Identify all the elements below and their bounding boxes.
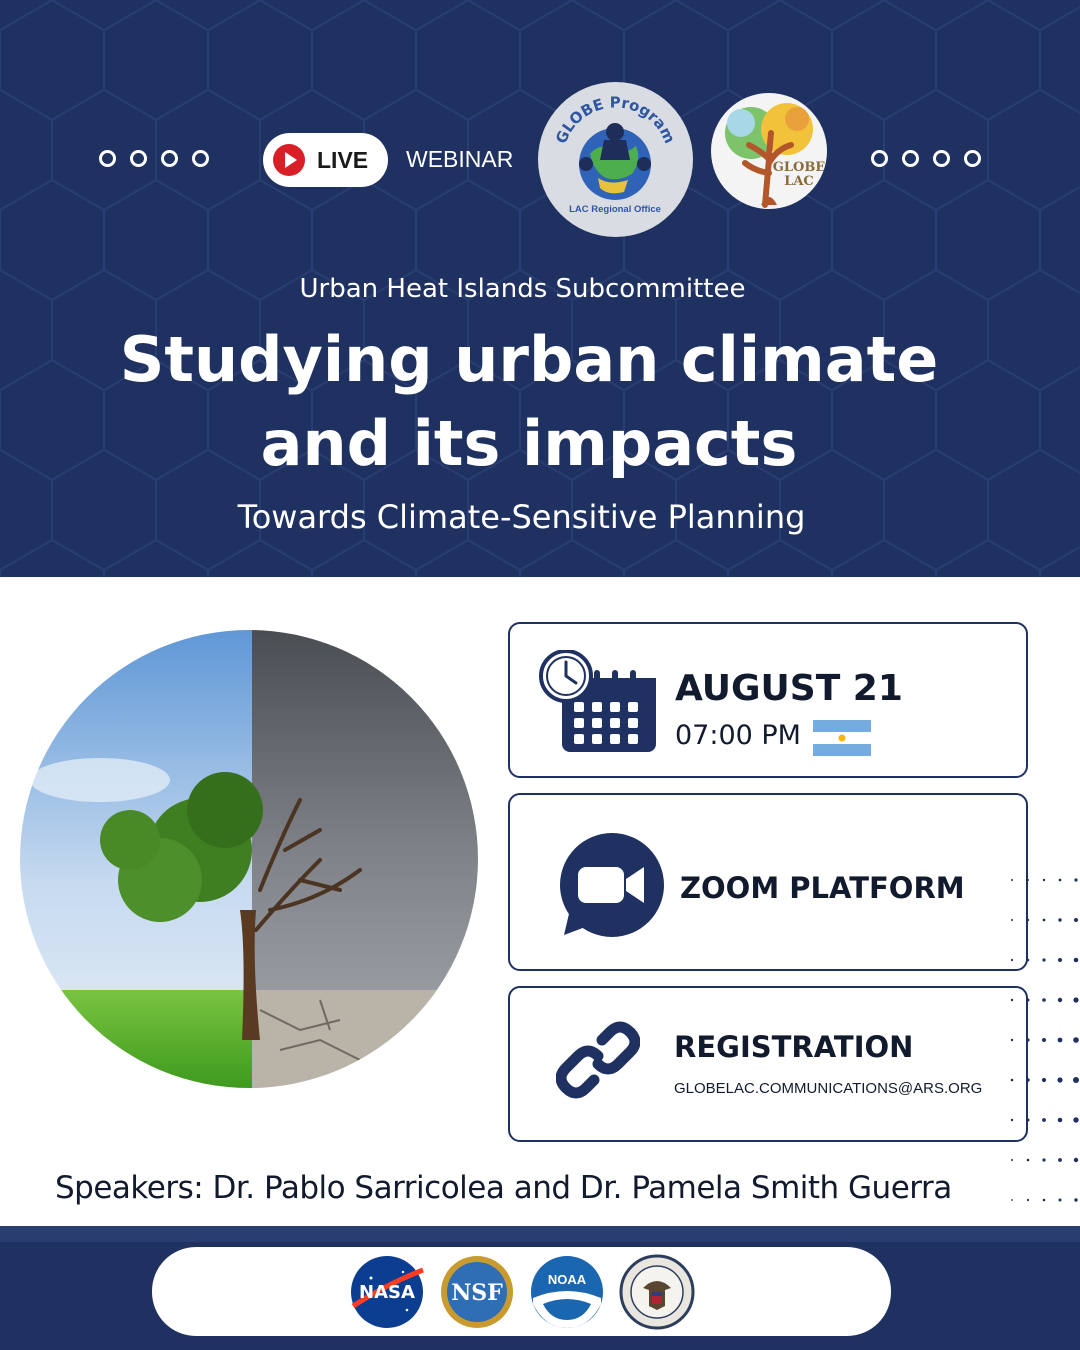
dot [130, 150, 147, 167]
globe-lac-logo [711, 93, 827, 209]
play-icon [273, 144, 305, 176]
dot [902, 150, 919, 167]
state-department-seal-icon [619, 1254, 695, 1330]
date-card [508, 622, 1028, 778]
dot [964, 150, 981, 167]
footer-bar [0, 1226, 1080, 1350]
globe-logo-bottom-text: LAC Regional Office [569, 204, 661, 215]
event-date: AUGUST 21 [675, 668, 903, 709]
event-title-line-1: Studying urban climate [119, 323, 939, 396]
tree-logo-art [711, 93, 827, 209]
tree-logo-text-2: LAC [784, 174, 814, 189]
header-banner [0, 0, 1080, 577]
noaa-logo-text: NOAA [547, 1271, 586, 1287]
calendar-clock-icon [538, 650, 660, 754]
decorative-dots-right [871, 150, 981, 167]
nasa-logo-icon [349, 1254, 425, 1330]
climate-contrast-photo [20, 630, 478, 1088]
nasa-logo-text: NASA [358, 1281, 415, 1303]
globe-logo-top-text: GLOBE Program [552, 93, 679, 147]
sponsor-logos [152, 1247, 891, 1336]
footer-strip [0, 1226, 1080, 1242]
nsf-logo-text: NSF [450, 1279, 503, 1306]
registration-label: REGISTRATION [674, 1030, 914, 1064]
globe-program-logo [538, 82, 693, 237]
registration-email[interactable]: GLOBELAC.COMMUNICATIONS@ARS.ORG [674, 1080, 983, 1097]
nsf-logo-icon [439, 1254, 515, 1330]
event-title-line-2: and its impacts [260, 407, 798, 480]
event-subtitle: Towards Climate-Sensitive Planning [237, 498, 806, 536]
dot [161, 150, 178, 167]
live-badge [263, 133, 388, 187]
event-time: 07:00 PM [675, 720, 801, 751]
live-label: LIVE [317, 146, 369, 173]
registration-card [508, 986, 1028, 1142]
webinar-label: WEBINAR [406, 146, 514, 172]
globe-logo-art [538, 82, 693, 237]
video-chat-icon [556, 831, 666, 939]
dot [933, 150, 950, 167]
noaa-logo-icon [529, 1254, 605, 1330]
tree-half-dead-illustration [20, 630, 478, 1088]
link-icon [556, 1018, 640, 1102]
platform-card [508, 793, 1028, 971]
argentina-flag-icon [813, 720, 871, 756]
dot [99, 150, 116, 167]
dot [192, 150, 209, 167]
event-title [0, 318, 1058, 486]
subcommittee-label: Urban Heat Islands Subcommittee [299, 274, 746, 304]
platform-label: ZOOM PLATFORM [680, 871, 965, 905]
tree-logo-text-1: GLOBE [772, 160, 826, 175]
dot [871, 150, 888, 167]
speakers-line: Speakers: Dr. Pablo Sarricolea and Dr. Pamela Smith Guerra [55, 1170, 952, 1206]
decorative-dots-left [99, 150, 209, 167]
